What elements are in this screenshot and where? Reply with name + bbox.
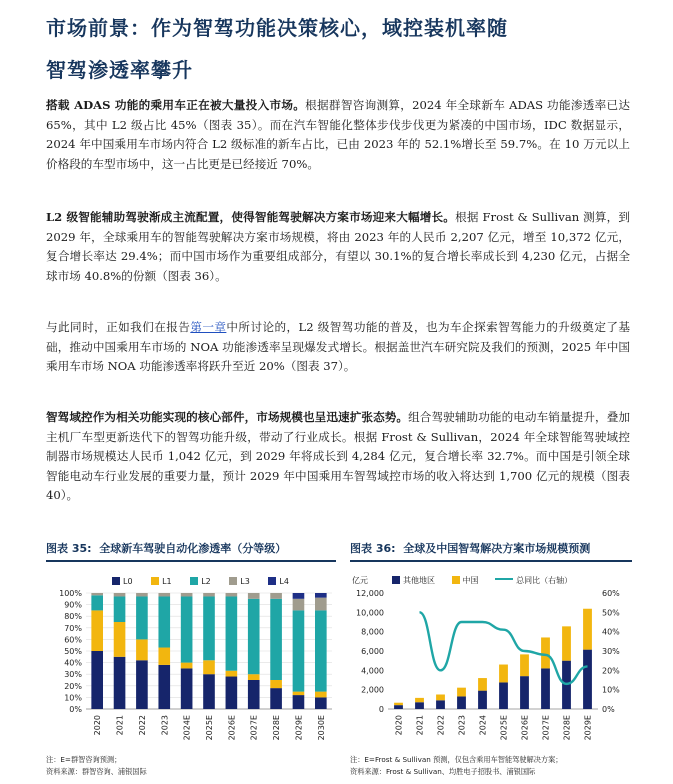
y-tick-label: 6,000 bbox=[361, 647, 384, 656]
bar-l3-2026e bbox=[226, 593, 238, 596]
figure-36-source: 资料来源：Frost & Sullivan、均胜电子招股书、浦银国际 bbox=[350, 767, 536, 776]
bar-china-2024 bbox=[478, 678, 487, 691]
x-tick-label: 2028E bbox=[272, 715, 282, 741]
bar-china-2023 bbox=[457, 688, 466, 697]
bar-l3-2027e bbox=[248, 593, 260, 599]
figure-36-caption: 全球及中国智驾解决方案市场规模预测 bbox=[403, 542, 591, 555]
x-tick-label: 2029E bbox=[583, 715, 593, 741]
y-tick-label: 0% bbox=[69, 705, 82, 714]
bar-l2-2030e bbox=[315, 610, 327, 691]
bar-other-regions-2025e bbox=[499, 682, 508, 709]
bar-l4-2029e bbox=[293, 593, 305, 599]
bar-china-2021 bbox=[415, 698, 424, 702]
legend-l2: L2 bbox=[201, 577, 211, 586]
bar-l1-2020 bbox=[91, 610, 103, 651]
bar-l3-2023 bbox=[158, 593, 170, 596]
chapter-one-link[interactable]: 第一章 bbox=[190, 320, 227, 334]
x-tick-label: 2029E bbox=[294, 715, 304, 741]
y-tick-label: 100% bbox=[59, 589, 82, 598]
y-tick-label: 12,000 bbox=[356, 589, 384, 598]
bar-l2-2026e bbox=[226, 596, 238, 670]
bar-china-2025e bbox=[499, 665, 508, 683]
paragraph-lead: 智驾域控作为相关功能实现的核心部件，市场规模也呈迅速扩张态势。 bbox=[46, 410, 409, 424]
figure-35-note: 注：E=群智咨询预测； bbox=[46, 755, 122, 764]
x-tick-label: 2022 bbox=[436, 715, 446, 736]
y-tick-label: 70% bbox=[64, 623, 82, 633]
bar-l3-2029e bbox=[293, 599, 305, 611]
x-tick-label: 2026E bbox=[227, 715, 237, 741]
bar-l1-2021 bbox=[114, 622, 126, 657]
paragraph-adas bbox=[46, 96, 630, 174]
bar-china-2029e bbox=[583, 609, 592, 650]
y-tick-label: 10% bbox=[64, 693, 82, 703]
bar-l0-2025e bbox=[203, 674, 215, 709]
legend-swatch-china bbox=[452, 576, 460, 584]
figure-35-source: 资料来源：群智咨询、浦银国际 bbox=[46, 767, 147, 776]
y-tick-label: 0 bbox=[378, 705, 384, 714]
bar-l2-2027e bbox=[248, 599, 260, 674]
bar-l0-2023 bbox=[158, 665, 170, 709]
x-tick-label: 2023 bbox=[457, 715, 467, 736]
paragraph-lead: L2 级智能辅助驾驶渐成主流配置，使得智能驾驶解决方案市场迎来大幅增长。 bbox=[46, 210, 456, 224]
bar-l2-2020 bbox=[91, 595, 103, 610]
x-tick-label: 2028E bbox=[562, 715, 572, 741]
bar-china-2022 bbox=[436, 695, 445, 701]
bar-l1-2028e bbox=[270, 680, 282, 688]
y-tick-label: 40% bbox=[64, 658, 82, 668]
y-tick-label: 2,000 bbox=[361, 685, 384, 695]
figure-36-chart bbox=[348, 585, 638, 755]
bar-l4-2030e bbox=[315, 593, 327, 598]
bar-other-regions-2029e bbox=[583, 650, 592, 709]
x-tick-label: 2027E bbox=[249, 715, 259, 741]
y-tick-label: 90% bbox=[64, 600, 82, 610]
figure-36-note: 注：E=Frost & Sullivan 预测，仅包含乘用车智能驾驶解决方案； bbox=[350, 755, 563, 764]
paragraph-body: 根据群智咨询测算，2024 年全球新车 ADAS 功能渗透率已达 65%，其中 L2 级占比 45%（图表 35）。而在汽车智能化整体步伐步伐更为紧凑的中国市场，IDC 数据显示，2024 年中国乘用车市场内符合 L2 级标准的新车占比，已由 2023 年的 52.1%增长至 59.7%。在 10 万元以上价格段的车型市场中，这一占比更是已经接近 70%。 bbox=[46, 98, 631, 171]
bar-other-regions-2023 bbox=[457, 696, 466, 709]
y2-tick-label: 10% bbox=[602, 685, 620, 695]
x-tick-label: 2024E bbox=[182, 715, 192, 741]
paragraph-noa bbox=[46, 318, 630, 377]
bar-l3-2024e bbox=[181, 593, 193, 596]
y-tick-label: 8,000 bbox=[361, 627, 384, 637]
figure-36-title bbox=[350, 540, 590, 556]
x-tick-label: 2025E bbox=[499, 715, 509, 741]
bar-l3-2025e bbox=[203, 593, 215, 596]
x-tick-label: 2022 bbox=[137, 715, 147, 736]
legend-swatch-yoy bbox=[495, 578, 513, 580]
paragraph-body: 组合驾驶辅助功能的电动车销量提升，叠加主机厂车型更新迭代下的智驾功能升级，带动了行业成长。根据 Frost & Sullivan，2024 年全球智能驾驶域控制器市场规模达人民币 1,042 亿元，到 2029 年将成长到 4,284 亿元，复合增长率 32.7%。而中国是引领全球智能电动车行业发展的重要力量，预计 2029 年中国乘用车智驾域控市场的收入将达到 1,700 亿元的规模（图表 40）。 bbox=[46, 410, 630, 502]
y2-tick-label: 0% bbox=[602, 705, 615, 714]
y-tick-label: 60% bbox=[64, 635, 82, 645]
bar-l0-2028e bbox=[270, 688, 282, 709]
paragraph-body: 根据 Frost & Sullivan 测算，到 2029 年，全球乘用车的智能驾驶解决方案市场规模，将由 2023 年的人民币 2,207 亿元，增至 10,372 亿元，复合增长率达 29.4%；而中国市场作为重要组成部分，有望以 30.1%的复合增长率成长到 4,230 亿元，占据全球市场 40.8%的份额（图表 36）。 bbox=[46, 210, 630, 283]
y-tick-label: 30% bbox=[64, 670, 82, 680]
page-title-line-2: 智驾渗透率攀升 bbox=[46, 58, 193, 82]
page-title-line-1: 市场前景：作为智驾功能决策核心，域控装机率随 bbox=[46, 16, 508, 40]
paragraph-body-post: 中所讨论的，L2 级智驾功能的普及，也为车企探索智驾能力的升级奠定了基础，推动中国乘用车市场的 NOA 功能渗透率呈现爆发式增长。根据盖世汽车研究院及我们的预测，2025 年中国乘用车市场 NOA 功能渗透率将跃升至近 20%（图表 37）。 bbox=[46, 320, 630, 373]
figure-35-label: 图表 35: bbox=[46, 542, 92, 555]
x-tick-label: 2024 bbox=[478, 715, 488, 736]
legend-swatch-other-regions bbox=[392, 576, 400, 584]
legend-swatch-l3 bbox=[229, 577, 237, 585]
bar-l3-2021 bbox=[114, 593, 126, 596]
bar-other-regions-2022 bbox=[436, 700, 445, 709]
bar-l0-2024e bbox=[181, 668, 193, 709]
legend-china: 中国 bbox=[462, 576, 479, 585]
bar-l1-2023 bbox=[158, 648, 170, 665]
x-tick-label: 2025E bbox=[205, 715, 214, 741]
bar-china-2020 bbox=[394, 703, 403, 705]
legend-l4: L4 bbox=[279, 577, 289, 586]
bar-l0-2021 bbox=[114, 657, 126, 709]
bar-l2-2021 bbox=[114, 596, 126, 622]
bar-l1-2027e bbox=[248, 674, 260, 680]
y2-tick-label: 60% bbox=[602, 589, 620, 598]
x-tick-label: 2027E bbox=[541, 715, 551, 741]
bar-l3-2028e bbox=[270, 593, 282, 599]
y-tick-label: 20% bbox=[64, 681, 82, 691]
y2-tick-label: 20% bbox=[602, 666, 620, 676]
bar-china-2028e bbox=[562, 626, 571, 660]
bar-l0-2030e bbox=[315, 697, 327, 709]
bar-other-regions-2024 bbox=[478, 691, 487, 709]
bar-l1-2026e bbox=[226, 671, 238, 677]
paragraph-lead: 搭载 ADAS 功能的乘用车正在被大量投入市场。 bbox=[46, 98, 306, 112]
paragraph-domain-controller bbox=[46, 408, 630, 506]
legend-swatch-l4 bbox=[268, 577, 276, 585]
bar-l0-2027e bbox=[248, 680, 260, 709]
paragraph-body-pre: 与此同时，正如我们在报告 bbox=[46, 320, 191, 334]
bar-other-regions-2026e bbox=[520, 676, 529, 709]
bar-l0-2020 bbox=[91, 651, 103, 709]
legend-swatch-l1 bbox=[151, 577, 159, 585]
x-tick-label: 2021 bbox=[115, 715, 125, 736]
bar-l0-2026e bbox=[226, 677, 238, 709]
bar-l0-2022 bbox=[136, 660, 148, 709]
bar-l0-2029e bbox=[293, 695, 305, 709]
bar-china-2027e bbox=[541, 637, 550, 668]
legend-l1: L1 bbox=[162, 577, 172, 586]
legend-other-regions: 其他地区 bbox=[403, 576, 435, 585]
x-tick-label: 2020 bbox=[93, 715, 103, 736]
bar-l1-2029e bbox=[293, 692, 305, 695]
legend-l0: L0 bbox=[123, 577, 133, 586]
figure-36-rule bbox=[350, 560, 632, 562]
y2-tick-label: 50% bbox=[602, 608, 620, 618]
y2-tick-label: 30% bbox=[602, 647, 620, 656]
x-tick-label: 2023 bbox=[160, 715, 170, 736]
y2-tick-label: 40% bbox=[602, 627, 620, 637]
y-tick-label: 10,000 bbox=[356, 608, 384, 618]
bar-l1-2022 bbox=[136, 639, 148, 660]
bar-other-regions-2020 bbox=[394, 705, 403, 709]
y-tick-label: 4,000 bbox=[361, 666, 384, 676]
bar-l2-2024e bbox=[181, 596, 193, 662]
x-tick-label: 2020 bbox=[394, 715, 404, 736]
bar-l3-2022 bbox=[136, 593, 148, 596]
x-tick-label: 2026E bbox=[520, 715, 530, 741]
bar-l2-2028e bbox=[270, 599, 282, 680]
x-tick-label: 2030E bbox=[316, 715, 326, 741]
bar-l2-2025e bbox=[203, 596, 215, 660]
bar-china-2026e bbox=[520, 654, 529, 676]
figure-35-chart bbox=[40, 585, 340, 755]
x-tick-label: 2021 bbox=[415, 715, 425, 736]
bar-other-regions-2027e bbox=[541, 668, 550, 709]
bar-l3-2030e bbox=[315, 598, 327, 611]
legend-l3: L3 bbox=[240, 577, 250, 586]
figure-35-rule bbox=[46, 560, 336, 562]
figure-36-label: 图表 36: bbox=[350, 542, 396, 555]
bar-other-regions-2021 bbox=[415, 702, 424, 709]
legend-swatch-l2 bbox=[190, 577, 198, 585]
y-tick-label: 50% bbox=[64, 647, 82, 656]
bar-l3-2020 bbox=[91, 593, 103, 595]
legend-swatch-l0 bbox=[112, 577, 120, 585]
bar-l2-2023 bbox=[158, 596, 170, 647]
y-tick-label: 80% bbox=[64, 612, 82, 622]
figure-36-unit: 亿元 bbox=[352, 576, 368, 585]
figure-35-caption: 全球新车驾驶自动化渗透率（分等级） bbox=[99, 542, 287, 555]
bar-l1-2030e bbox=[315, 692, 327, 698]
bar-l2-2022 bbox=[136, 596, 148, 639]
paragraph-solution-market bbox=[46, 208, 630, 286]
bar-l2-2029e bbox=[293, 610, 305, 691]
figure-35-title bbox=[46, 540, 286, 556]
bar-l1-2025e bbox=[203, 660, 215, 674]
bar-l1-2024e bbox=[181, 663, 193, 669]
legend-yoy: 总同比（右轴） bbox=[516, 576, 573, 585]
